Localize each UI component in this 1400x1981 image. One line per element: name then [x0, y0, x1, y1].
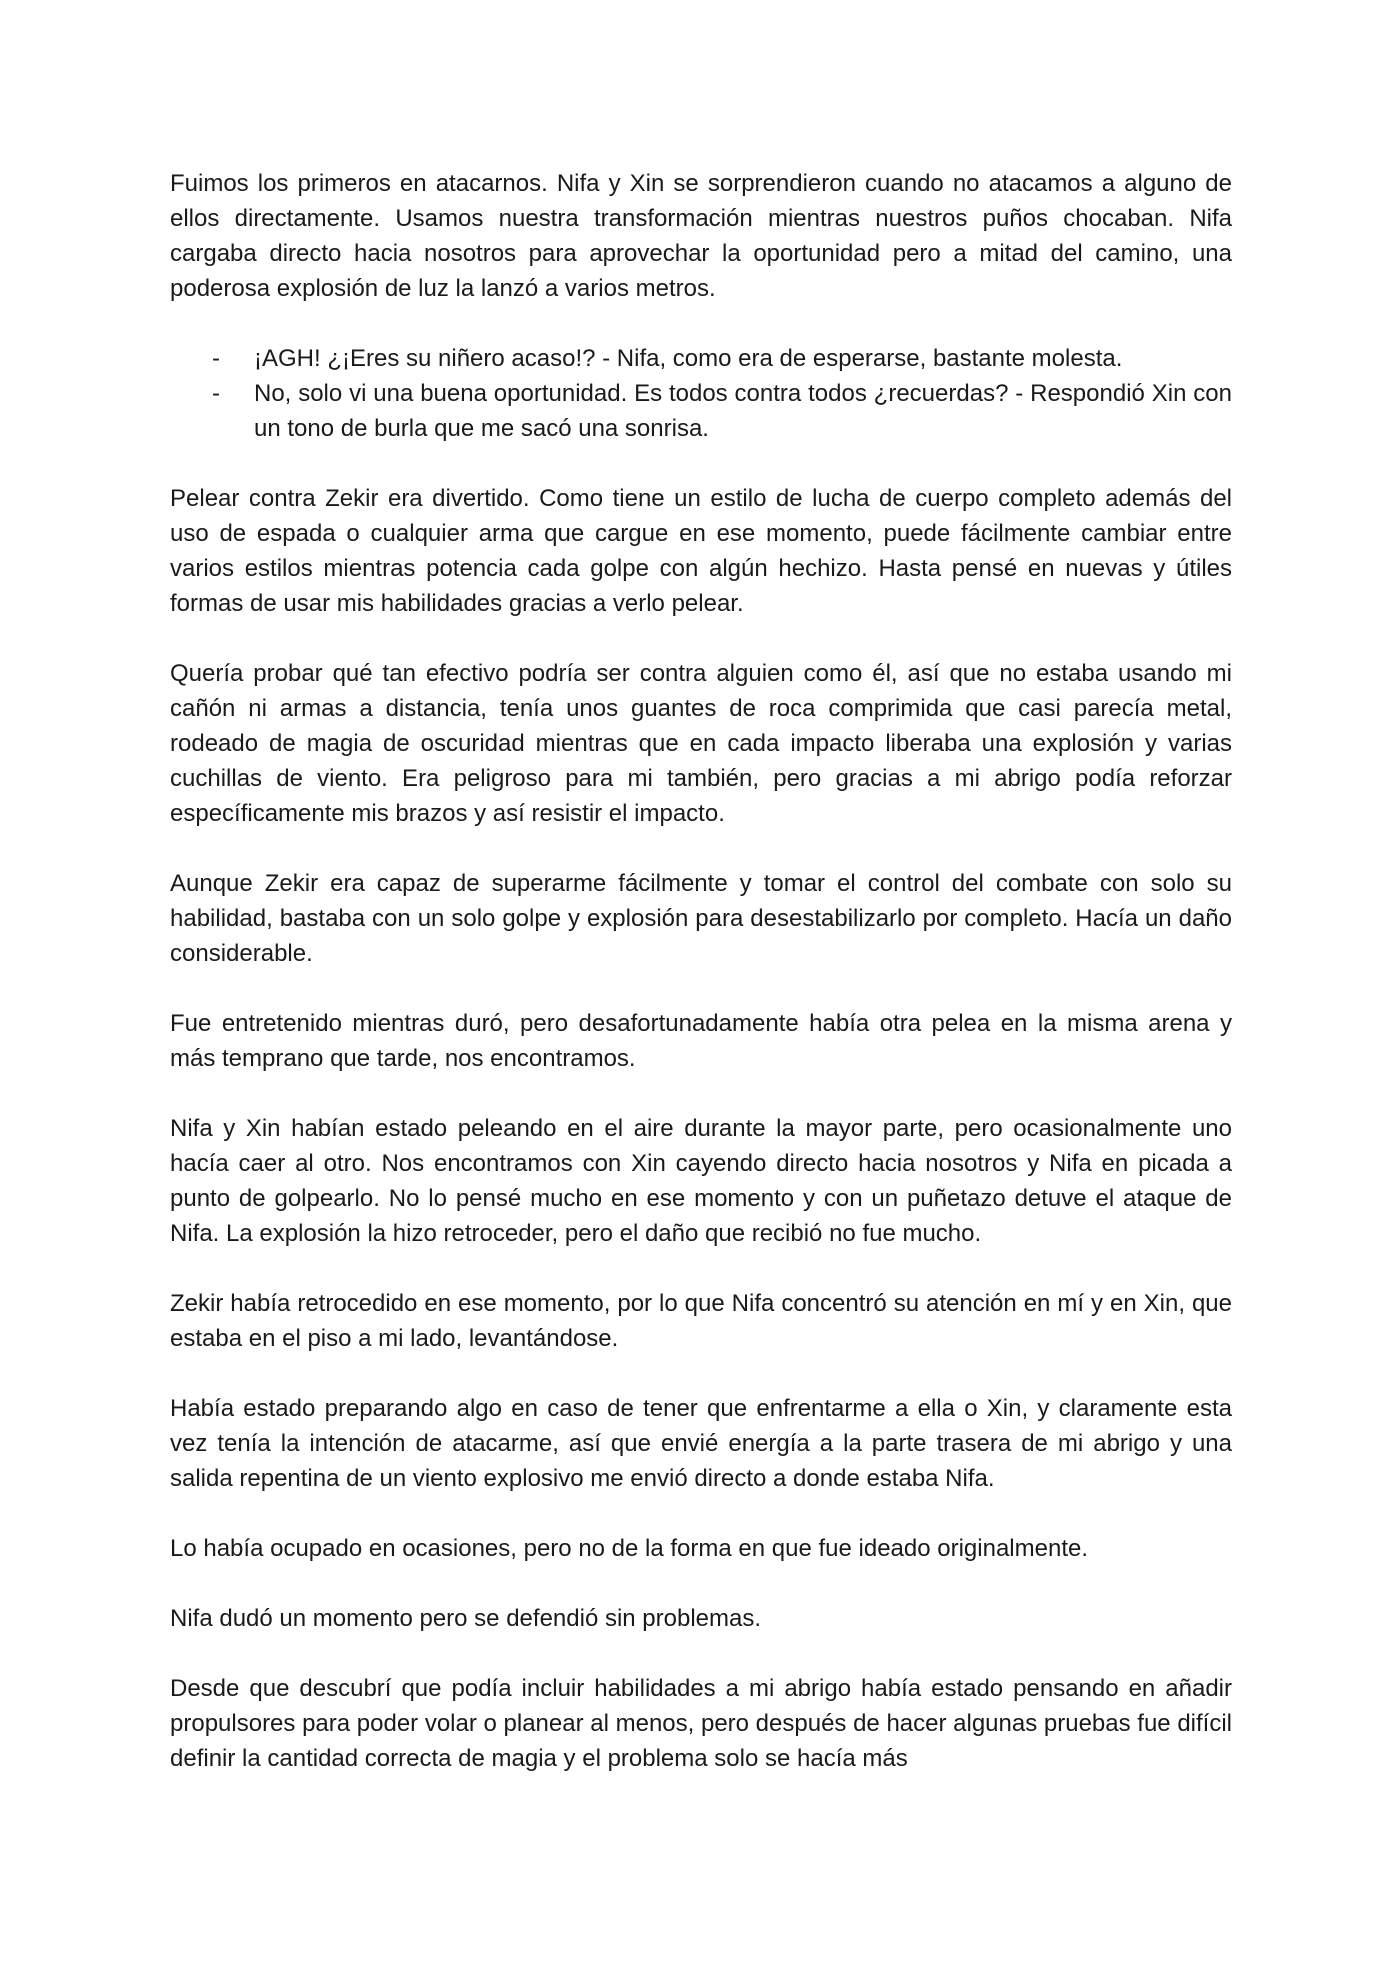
paragraph: Fuimos los primeros en atacarnos. Nifa y Xin se sorprendieron cuando no atacamos a alguno de ellos directamente. Usamos nuestra transformación mientras nuestros puños chocaban. Nifa cargaba directo hacia nosotros para aprovechar la oportunidad pero a mitad del camino, una poderosa explosión de luz la lanzó a varios metros. [170, 170, 1232, 302]
dialogue-dash: - [212, 380, 220, 407]
paragraph: Fue entretenido mientras duró, pero desafortunadamente había otra pelea en la misma arena y más temprano que tarde, nos encontramos. [170, 1010, 1232, 1072]
dialogue-line [170, 341, 1232, 376]
paragraph: Quería probar qué tan efectivo podría ser contra alguien como él, así que no estaba usando mi cañón ni armas a distancia, tenía unos guantes de roca comprimida que casi parecía metal, rodeado de magia de oscuridad mientras que en cada impacto liberaba una explosión y varias cuchillas de viento. Era peligroso para mi también, pero gracias a mi abrigo podía reforzar específicamente mis brazos y así resistir el impacto. [170, 660, 1232, 827]
document-body [170, 166, 1232, 1776]
paragraph: Pelear contra Zekir era divertido. Como tiene un estilo de lucha de cuerpo completo además del uso de espada o cualquier arma que cargue en ese momento, puede fácilmente cambiar entre varios estilos mientras potencia cada golpe con algún hechizo. Hasta pensé en nuevas y útiles formas de usar mis habilidades gracias a verlo pelear. [170, 485, 1232, 617]
paragraph: Aunque Zekir era capaz de superarme fácilmente y tomar el control del combate con solo su habilidad, bastaba con un solo golpe y explosión para desestabilizarlo por completo. Hacía un daño considerable. [170, 870, 1232, 967]
dialogue-dash: - [212, 345, 220, 372]
paragraph: Zekir había retrocedido en ese momento, por lo que Nifa concentró su atención en mí y en Xin, que estaba en el piso a mi lado, levantándose. [170, 1290, 1232, 1352]
paragraph: Lo había ocupado en ocasiones, pero no de la forma en que fue ideado originalmente. [170, 1535, 1088, 1562]
dialogue-text: No, solo vi una buena oportunidad. Es todos contra todos ¿recuerdas? - Respondió Xin con un tono de burla que me sacó una sonrisa. [254, 380, 1232, 442]
paragraph-continued: Desde que descubrí que podía incluir habilidades a mi abrigo había estado pensando en añadir propulsores para poder volar o planear al menos, pero después de hacer algunas pruebas fue difícil definir la cantidad correcta de magia y el problema solo se hacía más [170, 1675, 1232, 1772]
paragraph: Había estado preparando algo en caso de tener que enfrentarme a ella o Xin, y claramente esta vez tenía la intención de atacarme, así que envié energía a la parte trasera de mi abrigo y una salida repentina de un viento explosivo me envió directo a donde estaba Nifa. [170, 1395, 1232, 1492]
dialogue-line [170, 376, 1232, 446]
paragraph: Nifa dudó un momento pero se defendió sin problemas. [170, 1605, 762, 1632]
paragraph: Nifa y Xin habían estado peleando en el aire durante la mayor parte, pero ocasionalmente uno hacía caer al otro. Nos encontramos con Xin cayendo directo hacia nosotros y Nifa en picada a punto de golpearlo. No lo pensé mucho en ese momento y con un puñetazo detuve el ataque de Nifa. La explosión la hizo retroceder, pero el daño que recibió no fue mucho. [170, 1115, 1232, 1247]
dialogue-text: ¡AGH! ¿¡Eres su niñero acaso!? - Nifa, como era de esperarse, bastante molesta. [254, 345, 1123, 372]
dialogue-list [170, 341, 1232, 446]
